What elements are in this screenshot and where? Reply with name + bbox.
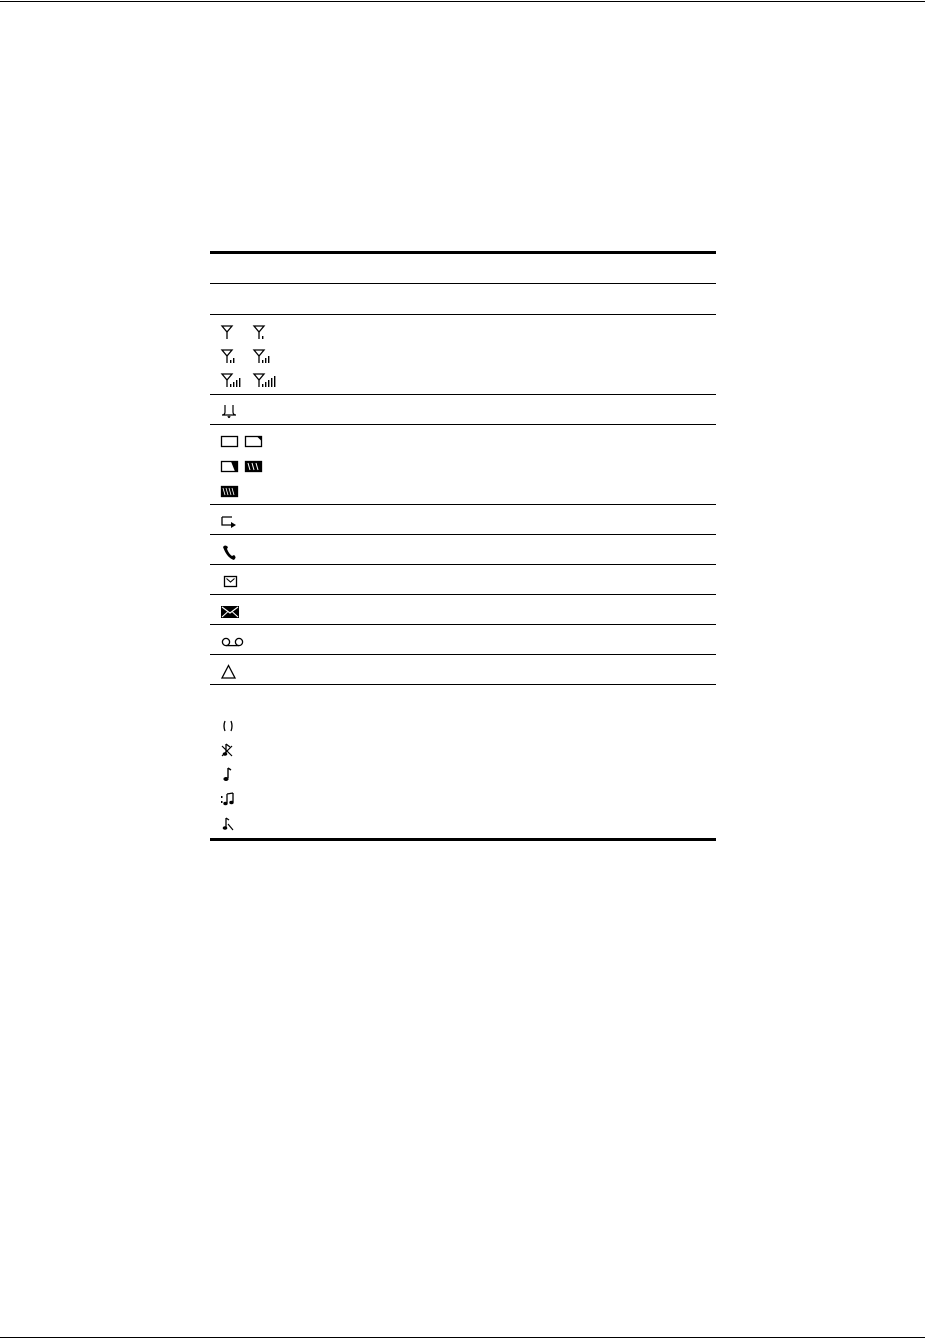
signal-strength-4-icon: [220, 371, 248, 389]
ringer-row: [220, 400, 240, 422]
row-divider: [210, 654, 716, 655]
signal-strength-5-icon: [252, 371, 282, 389]
signal-row-1: [220, 321, 272, 343]
signal-row-3: [220, 369, 282, 391]
table-subheader-rule: [210, 314, 716, 315]
row-divider: [210, 504, 716, 505]
row-divider: [210, 534, 716, 535]
row-divider: [210, 624, 716, 625]
call-forward-icon: [220, 513, 240, 531]
battery-empty-icon: [220, 432, 240, 450]
call-row: [220, 541, 240, 563]
page-top-rule: [0, 1, 925, 2]
table-top-rule: [210, 251, 716, 254]
alert-row: [220, 661, 240, 683]
page-bottom-rule: [0, 1337, 925, 1338]
signal-strength-2-icon: [220, 347, 240, 365]
vibrate-then-ring-icon: [220, 815, 240, 833]
row-divider: [210, 684, 716, 685]
signal-strength-3-icon: [252, 347, 272, 365]
ring-modes-row-3: [220, 763, 240, 785]
call-forward-row: [220, 511, 240, 533]
silent-mode-icon: [220, 717, 240, 735]
signal-row-2: [220, 345, 272, 367]
warning-triangle-icon: [220, 663, 240, 681]
vibrate-icon: [220, 741, 240, 759]
ascending-ring-icon: [220, 790, 240, 808]
ring-modes-row-1: [220, 715, 240, 737]
table-bottom-rule: [210, 838, 716, 841]
message-memory-full-icon: [220, 603, 240, 621]
battery-medium-icon: [220, 457, 240, 475]
battery-row-1: [220, 430, 264, 452]
row-divider: [210, 594, 716, 595]
row-divider: [210, 424, 716, 425]
message-full-row: [220, 601, 240, 623]
voicemail-icon: [220, 633, 246, 651]
signal-strength-0-icon: [220, 323, 240, 341]
ring-modes-row-2: [220, 739, 240, 761]
table-header-rule: [210, 283, 716, 284]
call-in-progress-icon: [220, 543, 240, 561]
text-message-row: [220, 571, 243, 593]
row-divider: [210, 564, 716, 565]
ring-modes-row-4: [220, 788, 240, 810]
text-message-icon: [223, 573, 243, 591]
voicemail-row: [220, 631, 246, 653]
battery-low-icon: [244, 432, 264, 450]
row-divider: [210, 394, 716, 395]
battery-full-icon: [220, 482, 240, 500]
signal-strength-1-icon: [252, 323, 272, 341]
ring-modes-row-5: [220, 813, 240, 835]
ringer-off-icon: [220, 402, 240, 420]
battery-row-2: [220, 455, 264, 477]
ring-icon: [220, 765, 240, 783]
battery-high-icon: [244, 457, 264, 475]
battery-row-3: [220, 480, 240, 502]
